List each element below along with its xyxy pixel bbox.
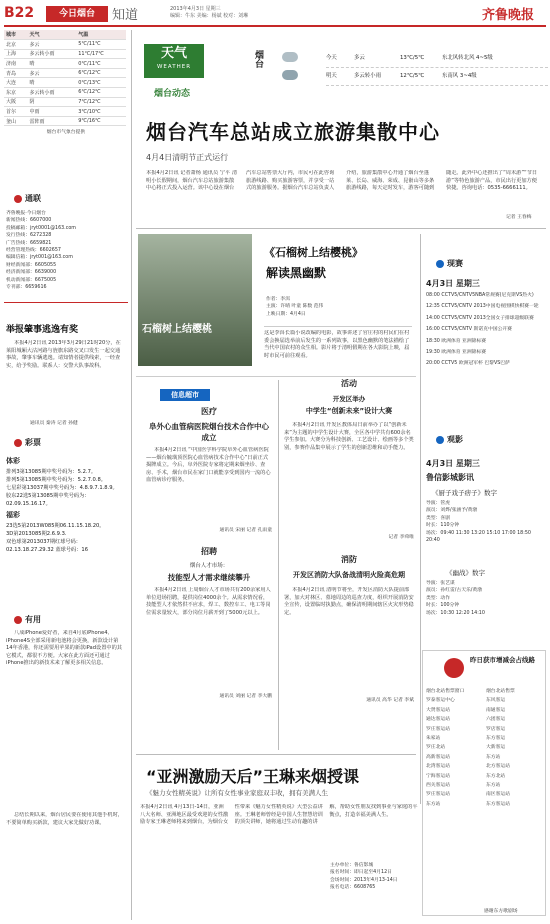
bullet-icon: [14, 439, 22, 447]
route-item: 朱家站: [426, 736, 441, 742]
activity-signature: 记者 李舜唯: [388, 535, 414, 540]
forecast-temp: 12℃/5℃: [400, 73, 425, 79]
lottery-category: 福彩: [6, 511, 20, 519]
table-cell: 0℃/13℃: [76, 78, 126, 88]
route-item: 烟台北站售票: [486, 689, 515, 694]
film2-info: [426, 580, 544, 617]
lottery-result: 胶东22选5第13085期中奖号码为：02.09.15.16.17。: [6, 493, 90, 507]
route-item: 大新客运: [486, 745, 506, 751]
fire-block: [284, 554, 414, 704]
route-item: 通达客运站: [426, 717, 450, 723]
film-info-line: 演员：刘烨/张涵予/黄渤: [426, 508, 478, 514]
table-cell: 大连: [4, 78, 28, 88]
useful-body: 八成iPhone爱好者，来自4月底iPhone4、iPhone4S全部采用新电池将会更换，新款设计第14年香港，你还需要用苹果的新款iPad设置中的其它模式，都很不方便。大家在此方面还可通过iPhone推出的新技术来了解更多相关信息。: [6, 630, 122, 667]
contact-line: 广告热线：6659821: [6, 240, 52, 246]
lottery-result: 23选5第2013W085期06.11.15.18.20。: [6, 523, 105, 529]
useful-body-2: 总结长期以来，烟台居民要在使用其他手机时，不要简单购买新款，建议大家先做好功课。: [6, 812, 123, 826]
route-item: 大贤客运站: [426, 707, 450, 713]
event-info-line: 报名时间：即日起至4月12日: [330, 870, 392, 876]
table-row: [4, 59, 126, 69]
table-row: [4, 88, 126, 98]
film-subtitle: 解读黑幽默: [266, 266, 327, 280]
table-cell: 晴: [28, 78, 77, 88]
main-headline: 烟台汽车总站成立旅游集散中心: [146, 120, 440, 144]
activity-block: [284, 378, 414, 541]
film-info-line: 上映日期：4月4日: [266, 311, 306, 317]
tv-item: 14:00 CCTV5/CNTV 2013全国女子排球超级联赛: [426, 315, 534, 321]
header-cell: 气温: [76, 30, 126, 40]
film-info-line: 作者：李洱: [266, 297, 290, 302]
date-line: 2013年4月3日 星期三: [170, 6, 221, 12]
info-market-label: 信息超市: [160, 389, 210, 401]
table-cell: 北京: [4, 40, 28, 50]
tv-item: 08:00 CCTV5/CNTV5NBA常规赛(尼克斯VS热火): [426, 293, 534, 298]
tv-title: 现赛: [447, 259, 463, 268]
table-cell: 多云: [28, 40, 77, 50]
lottery-category: 体彩: [6, 457, 20, 465]
header-cell: 天气: [28, 30, 77, 40]
table-cell: 6℃/12℃: [76, 88, 126, 98]
route-item: 罗店客运: [486, 726, 506, 732]
route-item: 北方客运站: [486, 764, 510, 770]
weather-title: 天气: [160, 46, 187, 61]
route-item: 东方站: [486, 754, 501, 760]
weather-table-box: [4, 30, 128, 137]
table-cell: 3℃/10℃: [76, 107, 126, 117]
forecast-day: 今天: [326, 55, 337, 61]
event-info-line: 主办单位：鲁信影城: [330, 863, 374, 868]
film-info-line: 场次：09:40 11:30 13:20 15:10 17:00 18:50 20:40: [426, 530, 531, 544]
table-cell: 9℃/16℃: [76, 116, 126, 126]
film-title: 《石榴树上结樱桃》: [264, 246, 363, 259]
table-header-row: [4, 30, 126, 40]
editor-line: 编辑：牛东 美编：杨斌 校对：刘琳: [170, 13, 249, 19]
forecast-desc: 多云: [354, 55, 365, 61]
footer-note: 感谢东方歌剧场: [484, 909, 518, 914]
routes-title: 昨日获市增减会占线路: [470, 656, 535, 664]
tv-item: 12:35 CCTV5/CNTV 2013中国电视围棋快棋赛一轮: [426, 304, 539, 310]
table-cell: 6℃/12℃: [76, 68, 126, 78]
weather-badge: [144, 44, 204, 78]
recruit-signature: 通讯员 刘丽 记者 李大鹏: [219, 694, 272, 699]
table-cell: 晴: [28, 59, 77, 69]
table-row: [4, 97, 126, 107]
film-info-line: 导演：管虎: [426, 501, 450, 506]
table-cell: 0℃/11℃: [76, 59, 126, 69]
film-info-line: 导演：张艺谋: [426, 581, 455, 586]
table-cell: 11℃/17℃: [76, 49, 126, 59]
report-title: 举报肇事逃逸有奖: [6, 325, 79, 335]
table-cell: 7℃/12℃: [76, 97, 126, 107]
table-cell: 首尔: [4, 107, 28, 117]
contacts-list: [6, 210, 126, 291]
table-row: [4, 78, 126, 88]
table-cell: 上海: [4, 49, 28, 59]
contact-line: 专刊部：6659616: [6, 285, 47, 291]
table-row: [4, 116, 126, 126]
forecast-day: 明天: [326, 73, 337, 79]
divider: [136, 376, 416, 377]
contact-line: 经济新闻部：6639000: [6, 270, 57, 276]
film-info-line: 主演：许晴 叶童 陈数 范伟: [266, 304, 324, 310]
cloud-icon: [282, 52, 298, 62]
route-item: 东方客运: [486, 736, 506, 742]
fire-signature: 通讯员 高华 记者 李斌: [366, 698, 414, 703]
table-cell: 济南: [4, 59, 28, 69]
column-divider: [420, 234, 421, 804]
lottery-result: 3D第2013085期2.6.9.3.: [6, 531, 67, 537]
column-divider: [131, 30, 132, 920]
tv-schedule: [426, 292, 544, 372]
contact-line: 经营管理热线：6602657: [6, 248, 61, 254]
contact-line: 编辑信箱：jryt001@163.com: [6, 255, 73, 261]
film-info-line: 场次：10:30 12:20 14:10: [426, 610, 485, 616]
date-info: [170, 6, 248, 20]
tv-heading: [436, 258, 463, 269]
table-cell: 大阪: [4, 97, 28, 107]
lottery-result: 排列3第13085期中奖号码为：5.2.7。: [6, 469, 97, 475]
route-item: 罗泰客运中心: [426, 698, 455, 704]
bottom-headline: “亚洲激励天后”王琳来烟授课: [146, 767, 360, 786]
activity-title-pre: 开发区举办: [332, 395, 366, 403]
weather-subtitle: WEATHER: [156, 64, 192, 70]
film-info: [266, 296, 412, 318]
bullet-icon: [14, 195, 22, 203]
movies-title: 观影: [447, 435, 463, 444]
contact-line: 发行热线：6272328: [6, 233, 52, 239]
useful-title: 有用: [25, 615, 41, 624]
column-divider: [278, 380, 279, 750]
route-item: 东方北站: [486, 773, 506, 779]
divider: [264, 326, 412, 327]
table-cell: 多云转小雨: [28, 88, 77, 98]
event-info-line: 报名电话：6608765: [330, 885, 376, 891]
tv-item: 18:30 欧洲体育 亚洲锦标赛: [426, 338, 487, 344]
bullet-icon: [14, 616, 22, 624]
forecast-row: [326, 50, 548, 68]
film-info-line: 类型：动作: [426, 595, 450, 601]
table-row: [4, 40, 126, 50]
divider: [136, 754, 416, 755]
fire-title: 开发区消防大队备战清明火险高危期: [293, 571, 405, 579]
route-item: 烟台北站售票窗口: [426, 689, 465, 694]
lottery-list: [6, 454, 126, 554]
main-signature: 记者 王春梅: [506, 215, 532, 220]
contact-line: 新闻热线：6607000: [6, 218, 52, 224]
route-item: 东方客运站: [486, 801, 510, 807]
routes-column-1: [426, 688, 482, 810]
table-cell: 阴: [28, 97, 77, 107]
medical-body: 本报4月2日讯 “中国医学科学院阜外心血管病医院——烟台毓璜顶医院心血管病技术合作中心”日前正式揭牌成立。今后，阜外医院专家将定期来烟坐诊、查房、手术，烟台市民在家门口就能享受到国内一流的心血管病诊疗服务。: [146, 447, 271, 484]
tv-date: 4月3日 星期三: [426, 279, 480, 288]
poster-title: 石榴树上结樱桃: [142, 324, 212, 335]
bottom-subheadline: 《魅力女性精英说》让所有女性事业家庭双丰收，拥有美满人生: [146, 789, 328, 797]
bullet-icon: [436, 436, 444, 444]
route-item: 东风客运: [486, 698, 506, 704]
table-cell: 中雨: [28, 107, 77, 117]
route-item: 东方站: [486, 783, 501, 789]
contact-line: 机动新闻部：6675005: [6, 277, 57, 283]
table-cell: 多云转小雨: [28, 49, 77, 59]
header-cell: 城市: [4, 30, 28, 40]
local-news-label: 烟台动态: [154, 89, 191, 99]
weather-note: 烟台市气象台提供: [46, 130, 86, 136]
forecast-row: [326, 68, 548, 86]
medical-block: [146, 406, 272, 534]
table-row: [4, 107, 126, 117]
film2-title: 《幽战》数字: [446, 569, 485, 577]
lottery-result: 双色球第2013037期红球号码：02.13.18.27.29.32 蓝球号码：16: [6, 539, 89, 553]
lottery-result: 排列5第13085期中奖号码为：5.2.7.0.8。: [6, 477, 106, 483]
route-item: 罗庄北站: [426, 745, 446, 751]
film-info-line: 演员：孙红雷/古天乐/黄渤: [426, 588, 482, 594]
activity-body: 本报4月2日讯 开发区教体局日前举办了以“创新未来”为主题的中学生设计大赛，全区各中学共有600余名学生参加。大赛分为科技创新、工艺设计、绘画等多个类别，参赛作品集中展示了学生的创新思维和动手能力。: [284, 422, 414, 451]
report-signature: 通讯员 秦涛 记者 孙健: [30, 421, 78, 426]
route-item: 东方站: [426, 801, 441, 807]
forecast-table: [326, 50, 548, 86]
forecast-temp: 13℃/5℃: [400, 55, 425, 61]
route-item: 六团客运: [486, 717, 506, 723]
activity-section: 活动: [341, 379, 357, 388]
table-cell: 雷阵雨: [28, 116, 77, 126]
recruit-title: 技能型人才需求继续攀升: [167, 573, 251, 582]
activity-title: 中学生“创新未来”设计大赛: [305, 407, 393, 415]
tv-item: 19:30 欧洲体育 亚洲锦标赛: [426, 350, 487, 356]
header-rule: [4, 25, 546, 27]
film-info-line: 时长：110分钟: [426, 523, 460, 529]
tv-item: 20:00 CCTV5 欧洲冠军杯 巴黎VS巴萨: [426, 361, 510, 367]
table-row: [4, 49, 126, 59]
medical-title: 阜外心血管病医院烟台技术合作中心成立: [149, 422, 269, 442]
report-body: 本报4月2日讯 2013年3月29日21时20分，在莱阳城厢大沽河路与旌旗东路交叉口发生一起交通事故，肇事车辆逃逸。请知情者提供线索，一经查实，给予奖励。联系人：交警大队事故科。: [6, 340, 121, 369]
contact-line: 财经新闻部：6605055: [6, 262, 57, 268]
route-item: 罗庄客运站: [426, 726, 450, 732]
table-cell: 青岛: [4, 68, 28, 78]
film1-title: 《厨子戏子痞子》数字: [432, 489, 497, 497]
table-cell: 5℃/11℃: [76, 40, 126, 50]
routes-icon: [444, 658, 464, 678]
table-cell: 釜山: [4, 116, 28, 126]
table-cell: 东京: [4, 88, 28, 98]
route-item: 宁海客运站: [426, 773, 450, 779]
contact-line: 齐鲁晚报·今日烟台: [6, 211, 46, 216]
section-name: 知道: [112, 8, 139, 23]
bullet-icon: [436, 260, 444, 268]
fire-body: 本报4月2日讯 清明节将至，开发区消防大队提前部署，加大对林区、墓地周边的巡查力度，组织开展消防安全宣传，设置临时执勤点，确保清明期间辖区火灾形势稳定。: [284, 587, 414, 616]
route-item: 西关客运站: [426, 783, 450, 789]
medical-signature: 通讯员 宋丽 记者 孔雨童: [219, 528, 272, 533]
lottery-heading: [14, 437, 41, 448]
useful-heading: [14, 614, 41, 625]
film-info-line: 时长：100分钟: [426, 603, 460, 609]
contacts-title: 通联: [25, 194, 41, 203]
fire-section: 消防: [341, 555, 357, 564]
bottom-article-body: 本报4月2日讯 4月13日-14日，亚洲八大名师、亚洲地区最受欢迎的女性激励专家王琳老师将来到烟台，为烟台女性带来《魅力女性精英说》大型公益讲座。王琳老师曾经是中国人生智慧培训的顶尖讲师，她将通过生动有趣的讲解，帮助女性朋友找到事业与家庭的平衡点，打造幸福美满人生。: [140, 804, 418, 826]
table-cell: 多云: [28, 68, 77, 78]
forecast-wind: 东北风转北风 4~5级: [442, 55, 493, 61]
contact-line: 投稿邮箱：jryt0001@163.com: [6, 225, 76, 231]
cloud-icon: [282, 70, 298, 80]
film1-info: [426, 500, 544, 544]
tv-item: 16:00 CCTV5/CNTV 斯诺克中国公开赛: [426, 327, 512, 333]
film-info-line: 类型：喜剧: [426, 515, 450, 521]
route-item: 高新客运站: [426, 754, 450, 760]
newspaper-logo: 齐鲁晚报: [482, 8, 535, 23]
route-item: 北湾客运站: [426, 764, 450, 770]
bottom-article-info: [330, 862, 418, 892]
recruit-block: [146, 546, 272, 700]
lottery-title: 彩票: [25, 438, 41, 447]
divider: [136, 228, 546, 229]
section-tag: 今日烟台: [46, 6, 108, 22]
lottery-result: 七星彩第13037期中奖号码为：4.8.9.7.1.8.9。: [6, 485, 118, 491]
medical-section: 医疗: [201, 407, 217, 416]
movies-heading: [436, 434, 463, 445]
city-name: 烟台: [253, 50, 263, 68]
film-review-body: 这是李洱长篇小说改编的电影，故事讲述了官庄村的村民们在村委会换届选举前后发生的一系列故事，以黑色幽默的笔法描绘了当代中国农村的众生相。影片将于清明假期在各大影院上映，届时市民可前往观看。: [264, 330, 410, 359]
forecast-wind: 东南风 3~4级: [442, 73, 477, 79]
routes-column-2: [486, 688, 542, 810]
recruit-title-pre: 烟台人才市场：: [189, 563, 229, 569]
contacts-heading: [14, 193, 41, 204]
recruit-section: 招聘: [201, 547, 217, 556]
forecast-desc: 多云转小雨: [354, 73, 381, 79]
route-item: 罗庄客运站: [426, 792, 450, 798]
event-info-line: 会场时间：2013年4月13-14日: [330, 877, 398, 883]
divider: [4, 302, 128, 303]
table-row: [4, 68, 126, 78]
page-number: B22: [4, 5, 35, 21]
main-subheadline: 4月4日清明节正式运行: [146, 153, 229, 162]
movies-date: 4月3日 星期三: [426, 459, 480, 468]
cinema-name: 鲁信影城影讯: [426, 473, 474, 482]
route-item: 南区客运站: [486, 792, 510, 798]
main-article-body: 本报4月2日讯 记者萧杨 通讯员 宁平 清明小长假期间，烟台汽车总站旅游集散中心将正式投入运营。该中心设在烟台汽车总站售票大厅内，市民可在此咨询旅游线路、购买旅游客票，并享受一站式的旅游服务。据烟台汽车总站负责人介绍，旅游集散中心开通了烟台至蓬莱、长岛、威海、荣成、昆嵛山等多条旅游线路，每天定时发车，游客可随到随走。此外中心还推出了“周末游”“节日游”等特色旅游产品，市民出行更加方便快捷。咨询电话：0535-6666111。: [146, 170, 538, 192]
weather-table: [4, 30, 126, 126]
recruit-body: 本报4月2日讯 上周烟台人才市场共有200余家用人单位进场招聘，提供岗位4000余个。从需求情况看，技能型人才依然供不应求，焊工、数控车工、电工等岗位需求量较大，部分岗位月薪开到了5000元以上。: [146, 587, 271, 616]
film-poster: [138, 234, 252, 366]
route-item: 南通客运: [486, 707, 506, 713]
